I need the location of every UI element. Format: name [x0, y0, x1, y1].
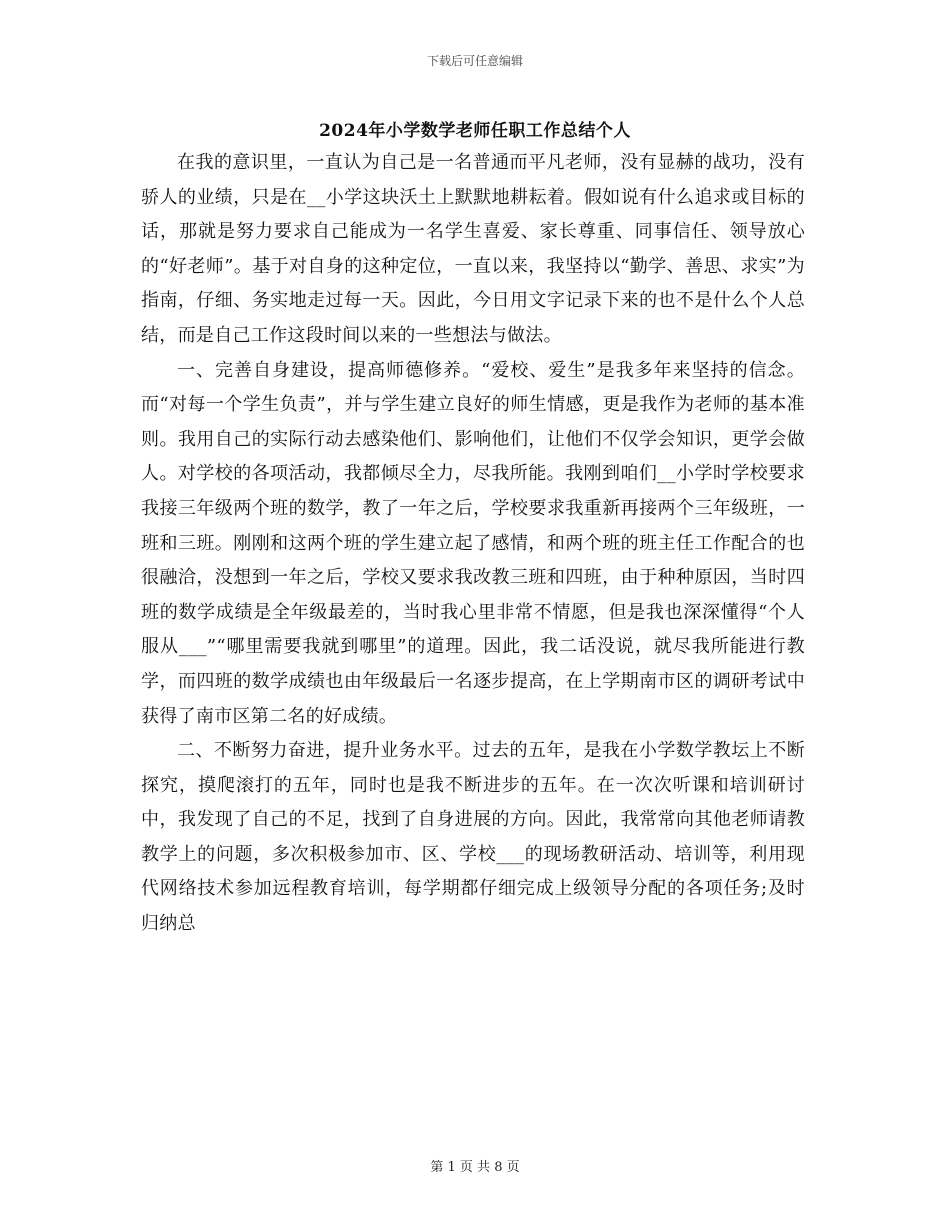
page-number: 第 1 页 共 8 页: [430, 1160, 520, 1175]
header-note: 下载后可任意编辑: [426, 54, 523, 68]
paragraph-intro: 在我的意识里，一直认为自己是一名普通而平凡老师，没有显赫的战功，没有骄人的业绩，只是在__小学这块沃土上默默地耕耘着。假如说有什么追求或目标的话，那就是努力要求自己能成为一名学生喜爱、家长尊重、同事信任、领导放心的“好老师”。基于对自身的这种定位，一直以来，我坚持以“勤学、善思、求实”为指南，仔细、务实地走过每一天。因此，今日用文字记录下来的也不是什么个人总结，而是自己工作这段时间以来的一些想法与做法。: [141, 152, 805, 346]
document-body: [141, 146, 805, 942]
paragraph-section-two: 二、不断努力奋进，提升业务水平。过去的五年，是我在小学数学教坛上不断探究，摸爬滚打的五年，同时也是我不断进步的五年。在一次次听课和培训研讨中，我发现了自己的不足，找到了自身进展的方向。因此，我常常向其他老师请教教学上的问题，多次积极参加市、区、学校___的现场教研活动、培训等，利用现代网络技术参加远程教育培训，每学期都仔细完成上级领导分配的各项任务;及时归纳总: [141, 740, 805, 935]
paragraph-section-one: 一、完善自身建设，提高师德修养。“爱校、爱生”是我多年来坚持的信念。而“对每一个学生负责”，并与学生建立良好的师生情感，更是我作为老师的基本准则。我用自己的实际行动去感染他们、影响他们，让他们不仅学会知识，更学会做人。对学校的各项活动，我都倾尽全力，尽我所能。我刚到咱们__小学时学校要求我接三年级两个班的数学，教了一年之后，学校要求我重新再接两个三年级班，一班和三班。刚刚和这两个班的学生建立起了感情，和两个班的班主任工作配合的也很融洽，没想到一年之后，学校又要求我改教三班和四班，由于种种原因，当时四班的数学成绩是全年级最差的，当时我心里非常不情愿，但是我也深深懂得“个人服从___”“哪里需要我就到哪里”的道理。因此，我二话没说，就尽我所能进行教学，而四班的数学成绩也由年级最后一名逐步提高，在上学期南市区的调研考试中获得了南市区第二名的好成绩。: [141, 359, 805, 727]
document-title: 2024年小学数学老师任职工作总结个人: [319, 121, 631, 141]
